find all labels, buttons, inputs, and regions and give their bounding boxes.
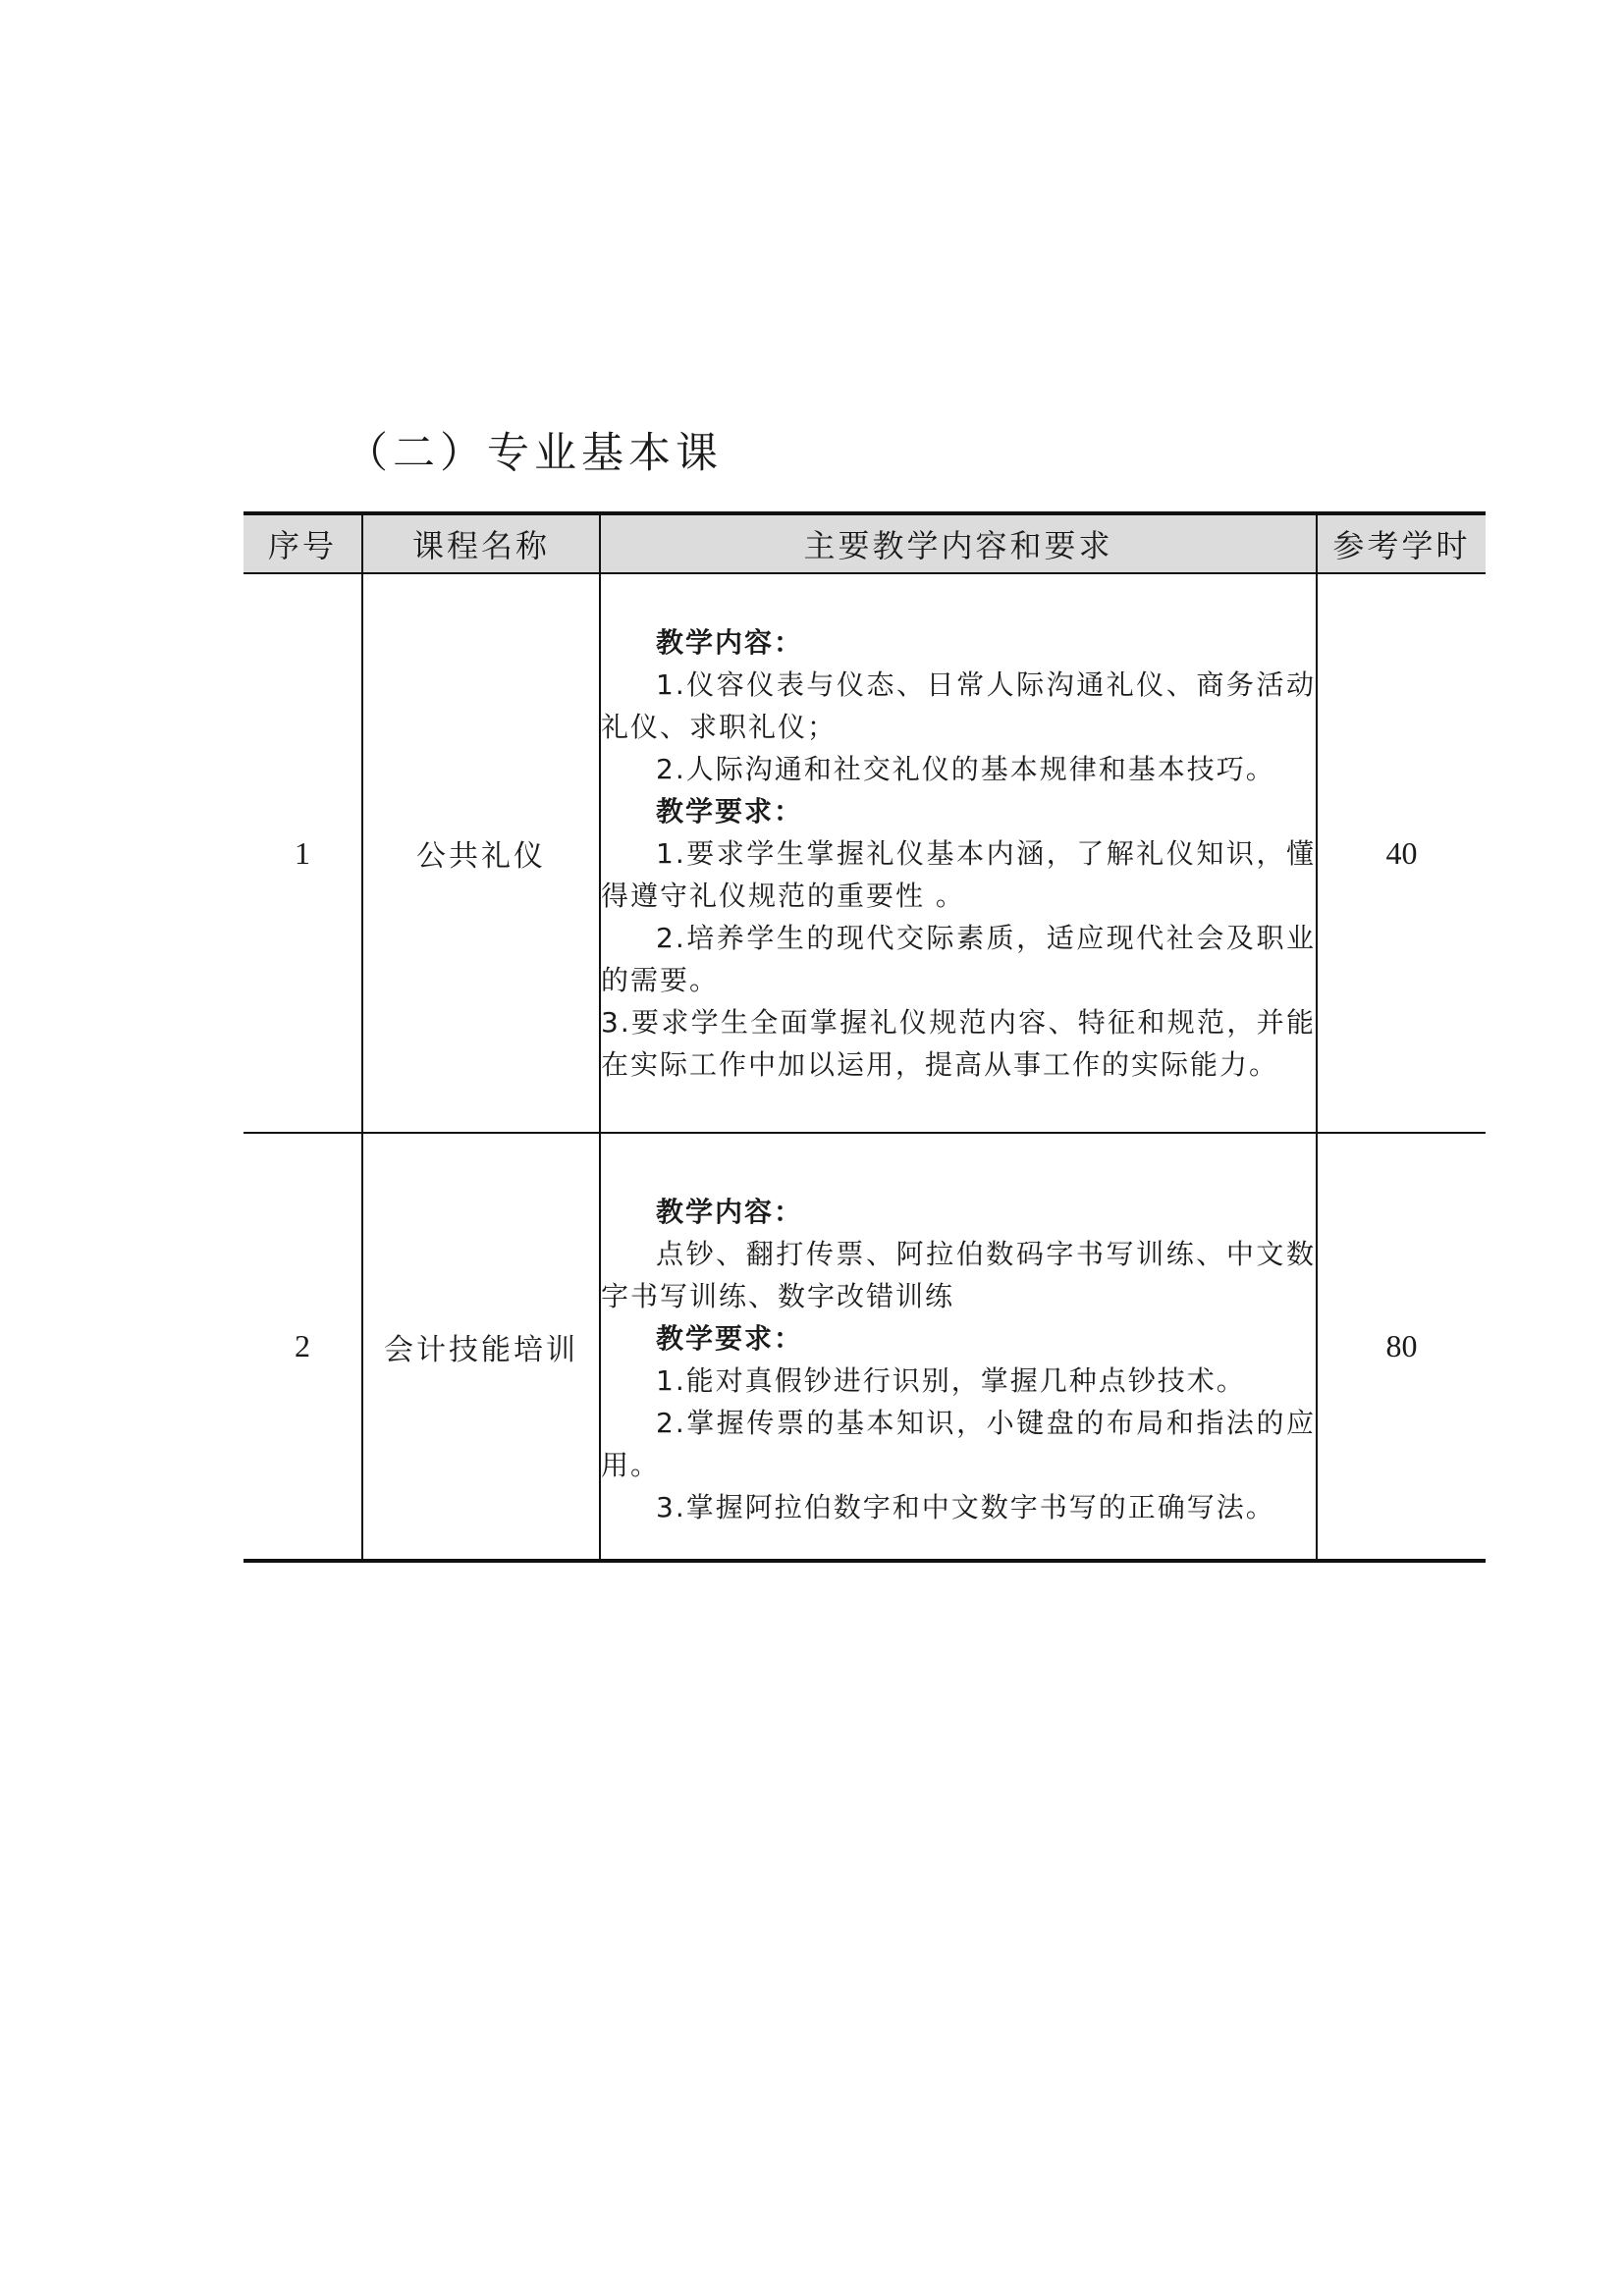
requirement-item: 1.要求学生掌握礼仪基本内涵，了解礼仪知识，懂得遵守礼仪规范的重要性 。: [601, 836, 1316, 912]
course-name: 公共礼仪: [362, 573, 600, 1133]
requirement-item: 2.掌握传票的基本知识，小键盘的布局和指法的应用。: [601, 1406, 1316, 1481]
table-row: [244, 573, 1486, 1133]
header-index: 序号: [244, 513, 362, 573]
content-heading: 教学内容：: [656, 1195, 804, 1228]
requirement-item: 2.培养学生的现代交际素质，适应现代社会及职业的需要。: [601, 921, 1316, 996]
course-content: [600, 1133, 1317, 1561]
course-hours: 80: [1317, 1133, 1486, 1561]
course-hours: 40: [1317, 573, 1486, 1133]
table-row: [244, 1133, 1486, 1561]
table-header-row: [244, 513, 1486, 573]
row-index: 2: [244, 1133, 362, 1561]
header-course-name: 课程名称: [362, 513, 600, 573]
course-name: 会计技能培训: [362, 1133, 600, 1561]
content-heading: 教学内容：: [656, 625, 804, 659]
row-index: 1: [244, 573, 362, 1133]
header-hours: 参考学时: [1317, 513, 1486, 573]
requirement-item: 3.掌握阿拉伯数字和中文数字书写的正确写法。: [656, 1490, 1275, 1523]
section-title: （二）专业基本课: [346, 429, 723, 478]
content-item: 2.人际沟通和社交礼仪的基本规律和基本技巧。: [656, 752, 1275, 785]
requirement-heading: 教学要求：: [656, 1321, 804, 1355]
course-content: [600, 573, 1317, 1133]
requirement-item: 3.要求学生全面掌握礼仪规范内容、特征和规范，并能在实际工作中加以运用，提高从事工作的实际能力。: [601, 1005, 1316, 1081]
course-table: [244, 511, 1486, 1563]
header-content: 主要教学内容和要求: [600, 513, 1317, 573]
requirement-heading: 教学要求：: [656, 794, 804, 828]
content-item: 点钞、翻打传票、阿拉伯数码字书写训练、中文数字书写训练、数字改错训练: [601, 1237, 1316, 1312]
requirement-item: 1.能对真假钞进行识别，掌握几种点钞技术。: [656, 1363, 1246, 1397]
content-item: 1.仪容仪表与仪态、日常人际沟通礼仪、商务活动礼仪、求职礼仪；: [601, 667, 1316, 743]
